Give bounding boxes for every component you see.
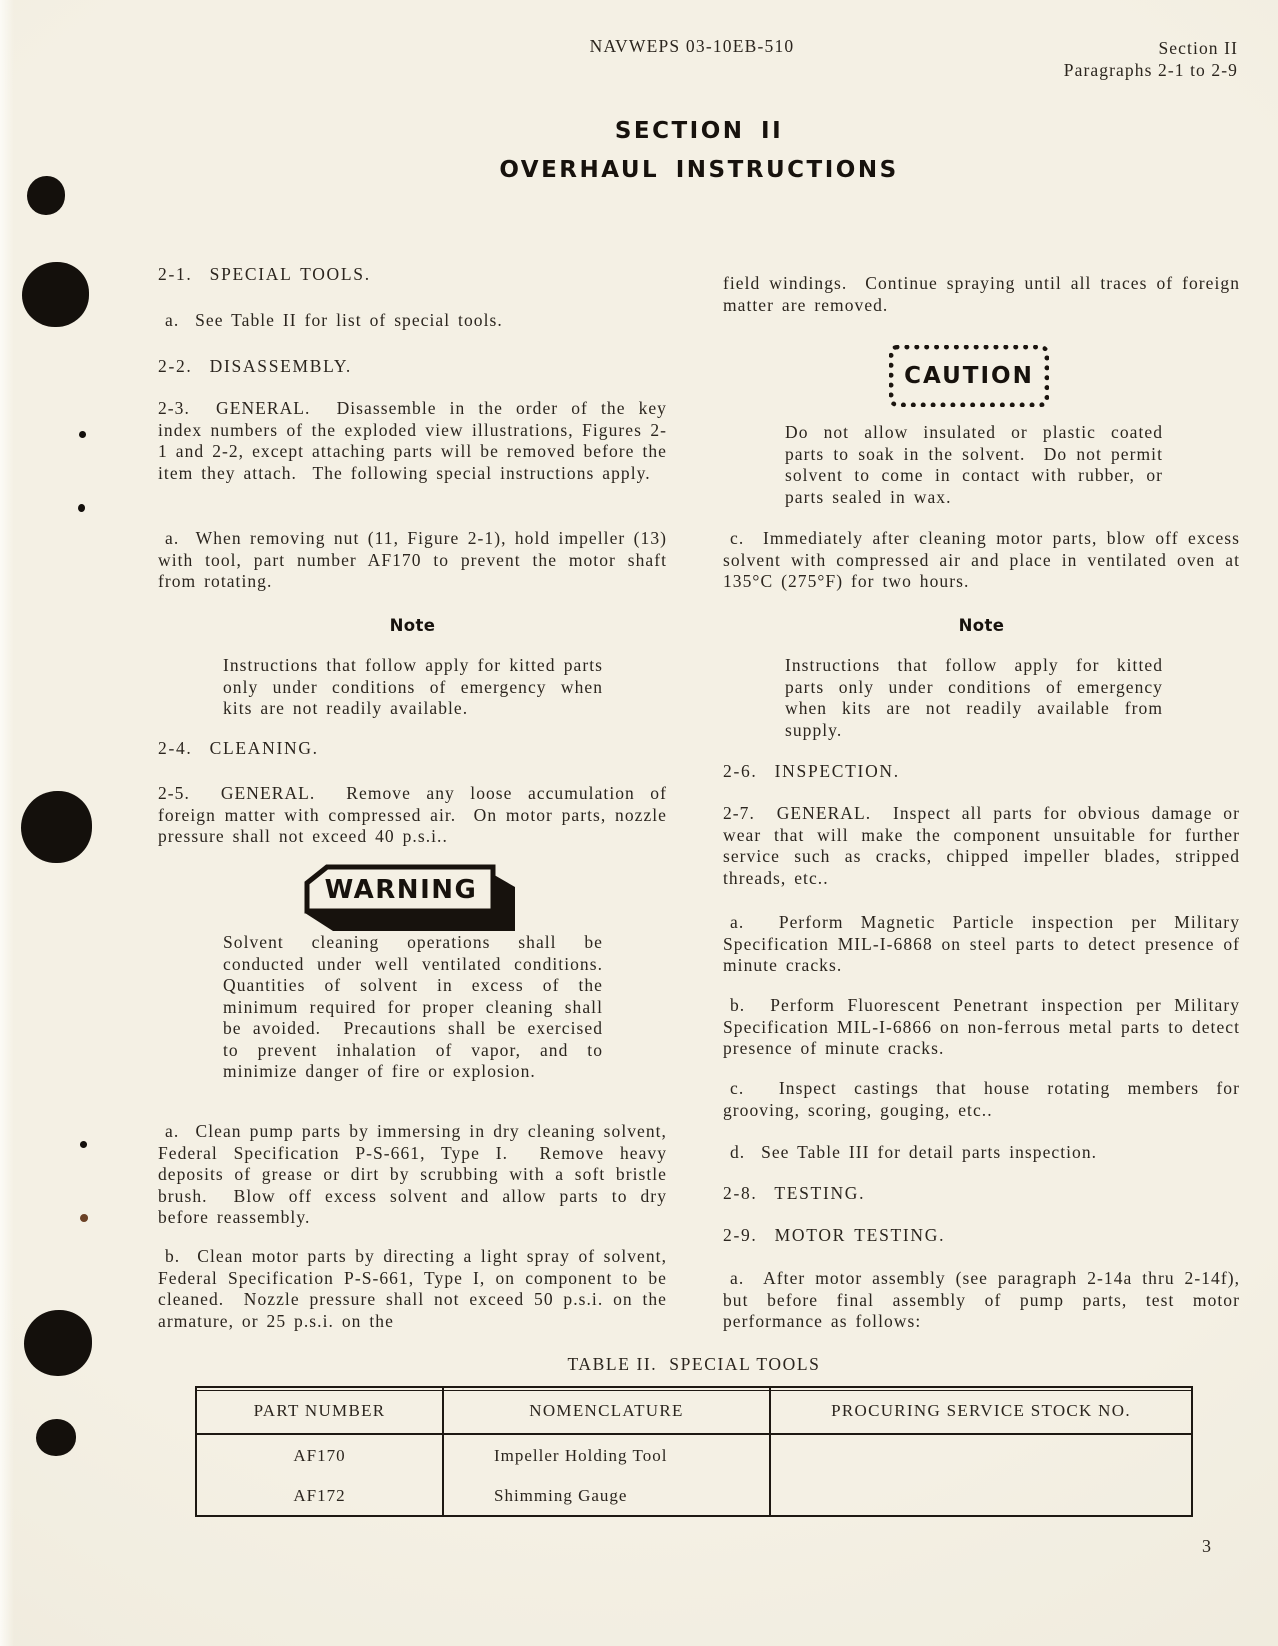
table-column-stock-no [771, 1435, 1191, 1515]
special-tools-table [195, 1386, 1193, 1517]
table-cell-stock-no [771, 1476, 1191, 1516]
heading-2-2: 2-2. DISASSEMBLY. [158, 356, 352, 376]
table-body [197, 1435, 1191, 1515]
ink-blot [21, 791, 92, 863]
section-subtitle: OVERHAUL INSTRUCTIONS [499, 157, 899, 183]
warning-label: WARNING [324, 875, 478, 905]
section-title: SECTION II [614, 118, 784, 144]
table-column-part-number [197, 1435, 444, 1515]
note-text: Instructions that follow apply for kitted parts only under conditions of emergency when kits are not readily available. [223, 655, 611, 718]
paragraph-2-3: 2-3. GENERAL. Disassemble in the order of the key index numbers of the exploded view illustrations, Figures 2-1 and 2-2, except attaching parts will be removed before the item they attach. The following special instructions apply. [158, 398, 675, 483]
paragraph-2-7: 2-7. GENERAL. Inspect all parts for obvious damage or wear that will make the component unsuitable for further service such as cracks, chipped impeller blades, stripped threads, etc.. [723, 803, 1248, 888]
paragraph-2-5-b: b. Clean motor parts by directing a light spray of solvent, Federal Specification P-S-661, Type I, on component to be cleaned. Nozzle pressure shall not exceed 50 p.s.i. on the armature, or 25 p.s.i. on the [158, 1246, 675, 1331]
heading-2-1: 2-1. SPECIAL TOOLS. [158, 264, 371, 284]
warning-banner [303, 863, 515, 931]
paragraph-2-5: 2-5. GENERAL. Remove any loose accumulation of foreign matter with compressed air. On motor parts, nozzle pressure shall not exceed 40 p.s.i.. [158, 783, 675, 846]
section-ref: Section II [1158, 38, 1238, 58]
table-cell-nomenclature: Shimming Gauge [494, 1486, 628, 1505]
ink-blot [22, 262, 89, 327]
heading-2-8: 2-8. TESTING. [723, 1183, 866, 1203]
ink-blot [36, 1419, 76, 1456]
ink-blot [80, 1214, 88, 1222]
table-header-row [197, 1388, 1191, 1435]
paragraph-2-5-a: a. Clean pump parts by immersing in dry cleaning solvent, Federal Specification P-S-661, Type I. Remove heavy deposits of grease or dirt by scrubbing with a soft bristle brush. Blow off excess solvent and allow parts to dry before reassembly. [158, 1121, 675, 1227]
page-number: 3 [1202, 1536, 1212, 1556]
table-double-rule [197, 1390, 1191, 1391]
paragraph-2-3-a: a. When removing nut (11, Figure 2-1), hold impeller (13) with tool, part number AF170 to prevent the motor shaft from rotating. [158, 528, 675, 591]
table-header-part-number: PART NUMBER [197, 1388, 444, 1435]
table-column-nomenclature [444, 1435, 771, 1515]
heading-2-6: 2-6. INSPECTION. [723, 761, 900, 781]
table-header-nomenclature: NOMENCLATURE [444, 1388, 771, 1435]
caution-text: Do not allow insulated or plastic coated parts to soak in the solvent. Do not permit solvent to come in contact with rubber, or parts sealed in wax. [785, 422, 1171, 507]
ink-blot [24, 1310, 92, 1376]
ink-blot [79, 431, 86, 438]
warning-text: Solvent cleaning operations shall be conducted under well ventilated conditions. Quantities of solvent in excess of the minimum required for proper cleaning shall be avoided. Precautions shall be exercised to prevent inhalation of vapor, and to minimize danger of fire or explosion. [223, 932, 619, 1081]
ink-blot [78, 504, 85, 512]
paragraph-continued: field windings. Continue spraying until all traces of foreign matter are removed. [723, 273, 1248, 315]
paragraph-2-7-a: a. Perform Magnetic Particle inspection per Military Specification MIL-I-6868 on steel parts to detect presence of minute cracks. [723, 912, 1248, 975]
table-cell-nomenclature: Impeller Holding Tool [494, 1446, 668, 1465]
paragraph-2-5-c: c. Immediately after cleaning motor parts, blow off excess solvent with compressed air and place in ventilated oven at 135°C (275°F) for two hours. [723, 528, 1248, 591]
table-title: TABLE II. SPECIAL TOOLS [567, 1354, 821, 1374]
heading-2-4: 2-4. CLEANING. [158, 738, 319, 758]
ink-blot [80, 1141, 87, 1148]
table-cell-stock-no [771, 1436, 1191, 1476]
paragraph-2-1-a: a. See Table II for list of special tools. [165, 310, 503, 330]
paragraphs-ref: Paragraphs 2-1 to 2-9 [1063, 59, 1238, 80]
doc-number: NAVWEPS 03-10EB-510 [589, 36, 795, 56]
note-label: Note [389, 616, 436, 635]
heading-2-9: 2-9. MOTOR TESTING. [723, 1225, 946, 1245]
caution-label: CAUTION [904, 363, 1034, 389]
caution-banner [889, 345, 1049, 407]
paragraph-2-7-d: d. See Table III for detail parts inspection. [730, 1142, 1098, 1162]
note-text: Instructions that follow apply for kitted parts only under conditions of emergency when kits are not readily available from supply. [785, 655, 1171, 740]
table-header-stock-no: PROCURING SERVICE STOCK NO. [771, 1388, 1191, 1435]
table-cell-part-number: AF170 [293, 1446, 346, 1465]
header-right [1064, 38, 1238, 81]
note-label: Note [958, 616, 1005, 635]
table-cell-part-number: AF172 [293, 1486, 346, 1505]
paragraph-2-9-a: a. After motor assembly (see paragraph 2-14a thru 2-14f), but before final assembly of pump parts, test motor performance as follows: [723, 1268, 1248, 1331]
paragraph-2-7-b: b. Perform Fluorescent Penetrant inspection per Military Specification MIL-I-6866 on non-ferrous metal parts to detect presence of minute cracks. [723, 995, 1248, 1058]
ink-blot [27, 176, 65, 215]
paragraph-2-7-c: c. Inspect castings that house rotating members for grooving, scoring, gouging, etc.. [723, 1078, 1248, 1120]
